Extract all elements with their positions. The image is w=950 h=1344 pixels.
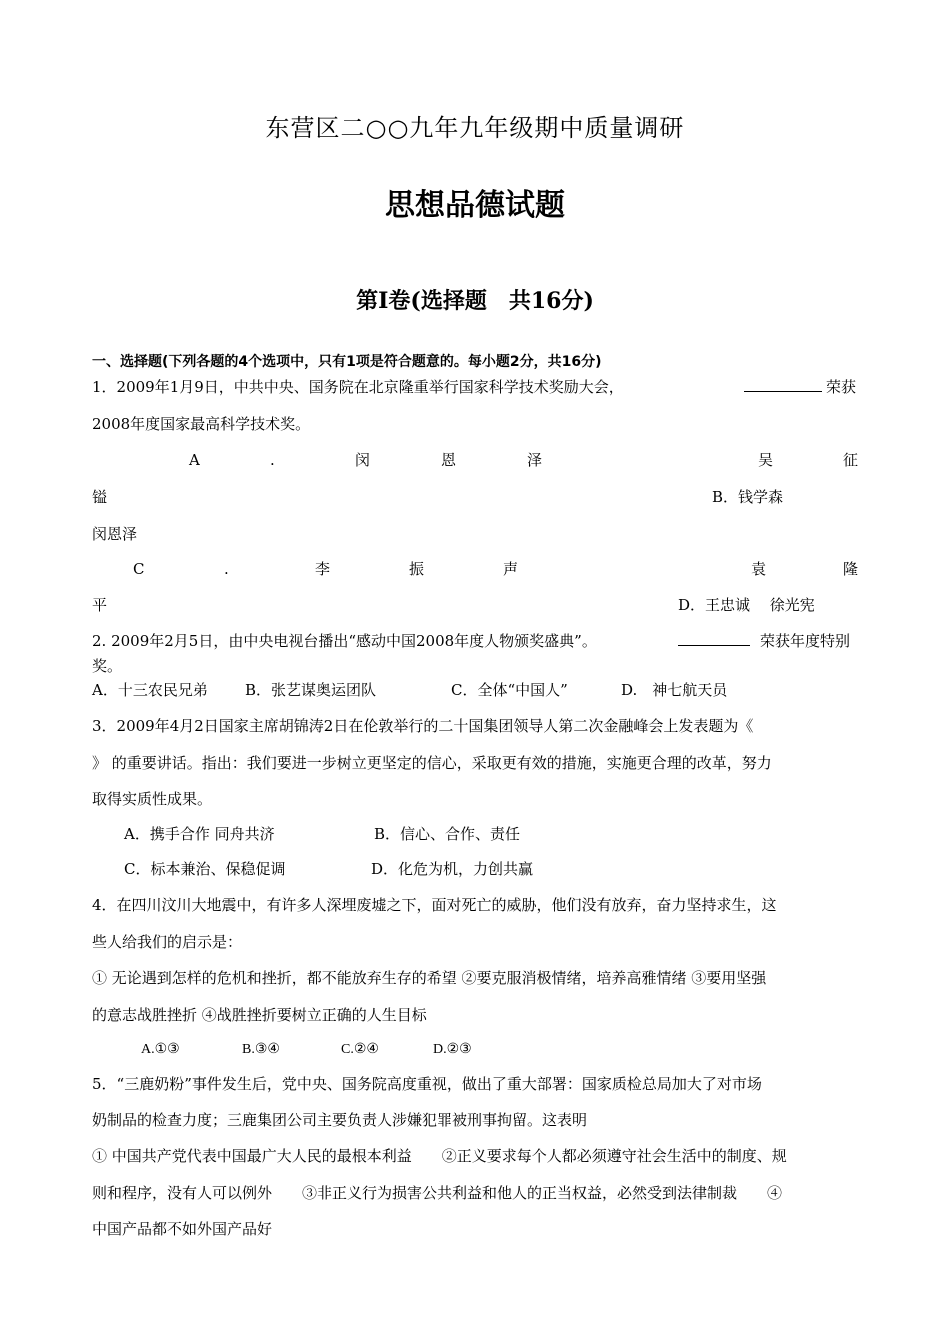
q2-option-b: B．张艺谋奥运团队 bbox=[245, 681, 377, 699]
q3-option-b: B．信心、合作、责任 bbox=[374, 825, 521, 843]
q3-option-c: C．标本兼治、保稳促调 bbox=[124, 860, 286, 878]
q1-line2: 2008年度国家最高科学技术奖。 bbox=[92, 415, 311, 433]
q5-line2: 奶制品的检查力度；三鹿集团公司主要负责人涉嫌犯罪被刑事拘留。这表明 bbox=[92, 1111, 588, 1129]
q4-option-c: C.②④ bbox=[341, 1042, 379, 1057]
q2-line2: 奖。 bbox=[92, 657, 123, 675]
q1-option-a-char4: 吴 bbox=[758, 451, 774, 469]
q2-line1-tail: 荣获年度特别 bbox=[760, 632, 851, 650]
subject-title: 思想品德试题 bbox=[385, 188, 565, 223]
q1-option-c-char3: 声 bbox=[503, 560, 519, 578]
q1-option-a-char1: 闵 bbox=[355, 451, 371, 469]
q2-option-a: A．十三农民兄弟 bbox=[92, 681, 208, 699]
q1-option-c-char2: 振 bbox=[409, 560, 425, 578]
q1-option-c-char5: 隆 bbox=[843, 560, 859, 578]
q1-line1: 1．2009年1月9日，中共中央、国务院在北京隆重举行国家科学技术奖励大会， bbox=[92, 378, 624, 396]
section-heading: 一、选择题(下列各题的4个选项中，只有1项是符合题意的。每小题2分，共16分) bbox=[92, 354, 602, 370]
q1-answer-blank bbox=[744, 377, 822, 397]
q4-option-b: B.③④ bbox=[242, 1042, 280, 1057]
q3-option-d: D．化危为机，力创共赢 bbox=[371, 860, 534, 878]
q3-line3: 取得实质性成果。 bbox=[92, 790, 213, 808]
q4-line4: 的意志战胜挫折 ④战胜挫折要树立正确的人生目标 bbox=[92, 1006, 427, 1024]
q5-line5: 中国产品都不如外国产品好 bbox=[92, 1220, 273, 1238]
q3-line1: 3．2009年4月2日国家主席胡锦涛2日在伦敦举行的二十国集团领导人第二次金融峰会上发表题为《 bbox=[92, 717, 754, 735]
q1-option-a-dot: . bbox=[270, 451, 275, 469]
q5-line4: 则和程序，没有人可以例外 ③非正义行为损害公共利益和他人的正当权益，必然受到法律制裁 ④ bbox=[92, 1184, 783, 1202]
q1-option-c-letter: C bbox=[133, 560, 145, 578]
q4-line2: 些人给我们的启示是： bbox=[92, 933, 243, 951]
q2-option-c: C．全体“中国人” bbox=[451, 681, 568, 699]
q1-option-d: D．王忠诚 徐光宪 bbox=[678, 596, 815, 614]
q1-option-c-char4: 袁 bbox=[751, 560, 767, 578]
q1-option-a-char3: 泽 bbox=[527, 451, 543, 469]
q4-line3: ① 无论遇到怎样的危机和挫折，都不能放弃生存的希望 ②要克服消极情绪，培养高雅情绪 ③要用坚强 bbox=[92, 969, 767, 987]
q5-line1: 5．“三鹿奶粉”事件发生后，党中央、国务院高度重视，做出了重大部署：国家质检总局加大了对市场 bbox=[92, 1075, 762, 1093]
q1-option-c-dot: . bbox=[224, 560, 229, 578]
q3-line2: 》 的重要讲话。指出：我们要进一步树立更坚定的信心，采取更有效的措施，实施更合理的改革，努力 bbox=[92, 754, 772, 772]
q2-answer-blank bbox=[678, 631, 750, 651]
q1-option-a-char2: 恩 bbox=[441, 451, 457, 469]
q1-option-c-end: 平 bbox=[92, 596, 108, 614]
q1-line1-tail: 荣获 bbox=[826, 378, 857, 396]
q3-option-a: A．携手合作 同舟共济 bbox=[124, 825, 275, 843]
q1-option-a-char5: 征 bbox=[843, 451, 859, 469]
q1-option-c-char1: 李 bbox=[315, 560, 331, 578]
q1-option-b: B．钱学森 bbox=[712, 488, 784, 506]
q1-option-a-letter: A bbox=[189, 451, 200, 469]
q5-line3: ① 中国共产党代表中国最广大人民的最根本利益 ②正义要求每个人都必须遵守社会生活中的制度、规 bbox=[92, 1147, 787, 1165]
q1-option-a-end: 镒 bbox=[92, 488, 108, 506]
q4-option-d: D.②③ bbox=[433, 1042, 472, 1057]
volume-title: 第Ⅰ卷(选择题 共16分) bbox=[356, 288, 594, 314]
q2-line1: 2. 2009年2月5日，由中央电视台播出“感动中国2008年度人物颁奖盛典”。 bbox=[92, 632, 597, 650]
q1-option-b-end: 闵恩泽 bbox=[92, 525, 138, 543]
exam-title: 东营区二○○九年九年级期中质量调研 bbox=[265, 114, 685, 142]
q4-line1: 4．在四川汶川大地震中，有许多人深埋废墟之下，面对死亡的威胁，他们没有放弃，奋力坚持求生，这 bbox=[92, 896, 777, 914]
q2-option-d: D. 神七航天员 bbox=[621, 681, 728, 699]
q4-option-a: A.①③ bbox=[141, 1042, 180, 1057]
